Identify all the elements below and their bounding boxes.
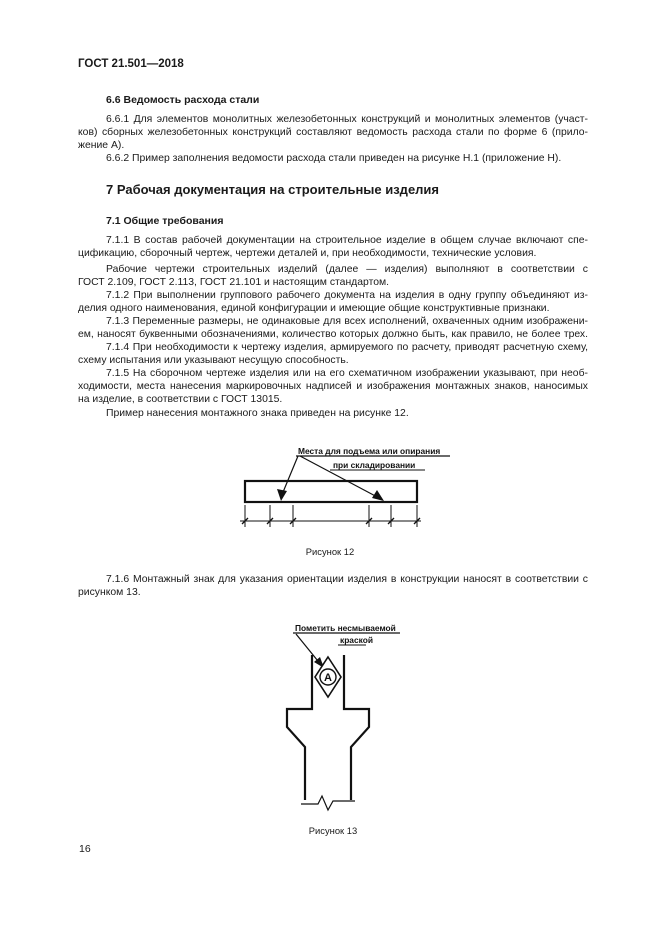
para-7-1-1-line2: цификацию, сборочный чертеж, чертежи деталей и, при необходимости, технические условия. (78, 248, 537, 259)
document-header: ГОСТ 21.501—2018 (78, 58, 184, 70)
figure-12-caption: Рисунок 12 (305, 546, 355, 557)
para-7-1-3-line1: 7.1.3 Переменные размеры, не одинаковые для всех исполнений, охваченных одним изображени- (106, 316, 588, 327)
fig13-marker-letter: А (324, 672, 332, 684)
para-6-6-2: 6.6.2 Пример заполнения ведомости расхода стали приведен на рисунке Н.1 (приложение Н). (106, 153, 562, 164)
fig13-label-line2: краской (340, 635, 373, 645)
para-7-1-3-line2: ем, наносят буквенными обозначениями, количество которых должно быть, как правило, не более трех. (78, 329, 588, 340)
fig13-column-right (344, 655, 369, 800)
figure-13-caption: Рисунок 13 (308, 825, 358, 836)
section-7-1-title: 7.1 Общие требования (106, 215, 224, 227)
para-6-6-1-line1: 6.6.1 Для элементов монолитных железобетонных конструкций и монолитных элементов (участ- (106, 114, 588, 125)
para-7-1-5-line3: на изделие, в соответствии с ГОСТ 13015. (78, 394, 283, 405)
para-rabochie-line1: Рабочие чертежи строительных изделий (далее — изделия) выполняют в соответствии с (106, 264, 588, 275)
fig13-label-line1: Пометить несмываемой (295, 623, 396, 633)
para-7-1-2-line2: делия одного наименования, единой конфигурации и имеющие общие конструктивные признаки. (78, 303, 550, 314)
para-7-1-5-line2: ходимости, места нанесения маркировочных надписей и изображения монтажных знаков, наносимых (78, 381, 588, 392)
section-7-title: 7 Рабочая документация на строительные изделия (106, 182, 440, 197)
para-7-1-1-line1: 7.1.1 В состав рабочей документации на строительное изделие в общем случае включают спе- (106, 235, 588, 246)
para-7-1-2-line1: 7.1.2 При выполнении группового рабочего документа на изделия в одну группу объединяют из- (106, 290, 588, 301)
fig12-label-line1: Места для подъема или опирания (298, 446, 441, 456)
fig12-label-line2: при складировании (333, 460, 416, 470)
para-rabochie-line2: ГОСТ 2.109, ГОСТ 2.113, ГОСТ 21.101 и настоящим стандартом. (78, 277, 390, 288)
para-6-6-1-line2: ков) сборных железобетонных конструкций составляют ведомость расхода стали по форме 6 (прило- (78, 127, 588, 138)
para-7-1-5-line1: 7.1.5 На сборочном чертеже изделия или на его схематичном изображении указывают, при необ- (106, 368, 588, 379)
page-number: 16 (79, 843, 91, 855)
fig13-break-line (301, 796, 355, 810)
para-7-1-4-line1: 7.1.4 При необходимости к чертежу изделия, армируемого по расчету, приводят расчетную схему, (106, 342, 588, 353)
para-7-1-6-line1: 7.1.6 Монтажный знак для указания ориентации изделия в конструкции наносят в соответствии с (106, 574, 588, 585)
fig13-column-left (287, 655, 312, 800)
para-7-1-6-line2: рисунком 13. (78, 587, 141, 598)
section-6-6-title: 6.6 Ведомость расхода стали (106, 94, 260, 106)
para-7-1-4-line2: схему испытания или указывают несущую способность. (78, 355, 349, 366)
para-6-6-1-line3: жение А). (78, 140, 125, 151)
para-example: Пример нанесения монтажного знака приведен на рисунке 12. (106, 408, 409, 419)
